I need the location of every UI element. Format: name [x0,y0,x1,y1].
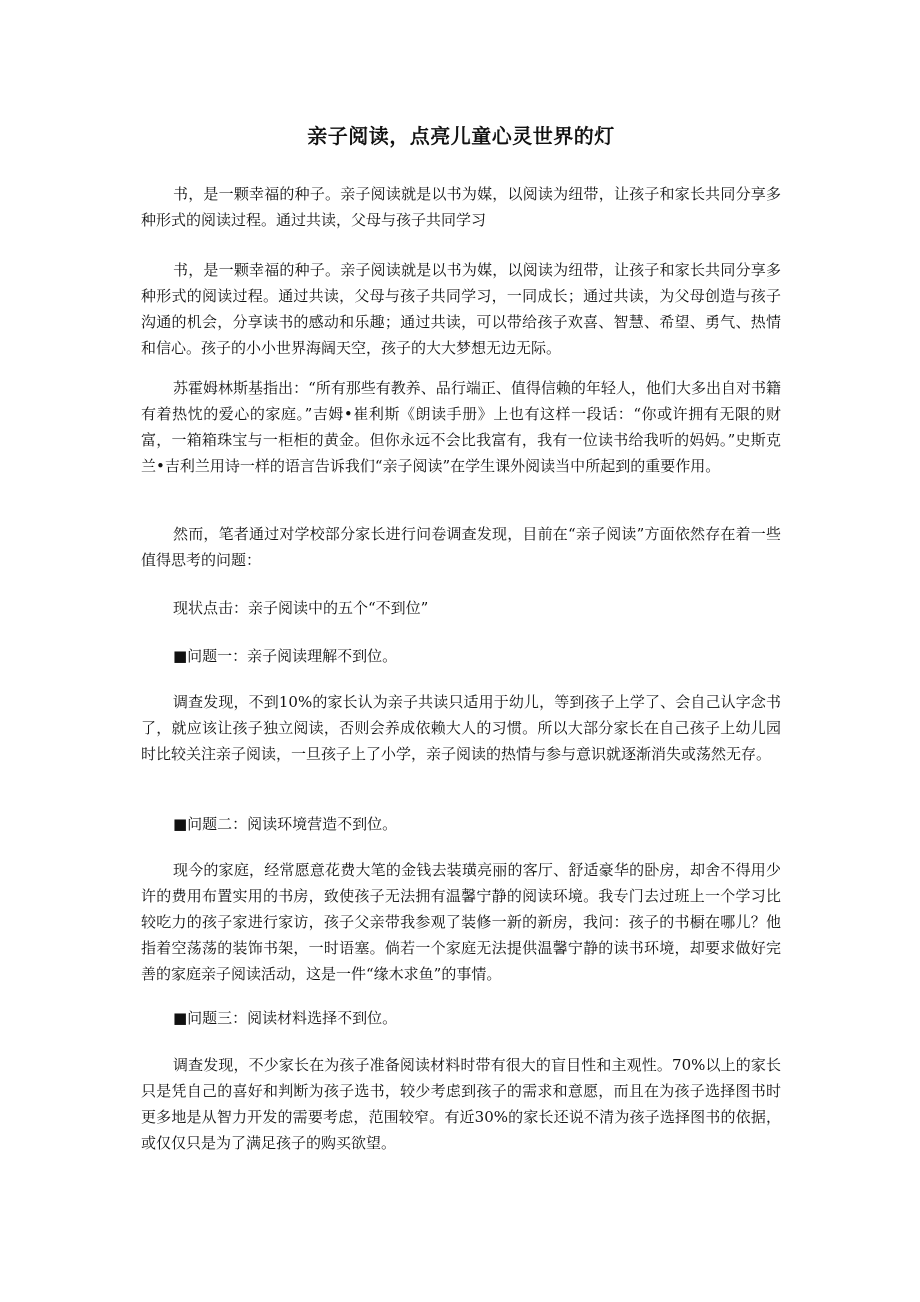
heading-problem-two: ■问题二：阅读环境营造不到位。 [173,815,398,833]
paragraph-survey: 然而，笔者通过对学校部分家长进行问卷调查发现，目前在“亲子阅读”方面依然存在着一些值得思考的问题： [141,525,781,569]
document-title: 亲子阅读，点亮儿童心灵世界的灯 [307,124,615,148]
paragraph-problem-one: 调查发现，不到10%的家长认为亲子共读只适用于幼儿，等到孩子上学了、会自己认字念书了，就应该让孩子独立阅读，否则会养成依赖大人的习惯。所以大部分家长在自己孩子上幼儿园时比较关注亲子阅读，一旦孩子上了小学，亲子阅读的热情与参与意识就逐渐消失或荡然无存。 [141,693,781,763]
heading-problem-three: ■问题三：阅读材料选择不到位。 [173,1009,398,1027]
paragraph-shared-reading: 书，是一颗幸福的种子。亲子阅读就是以书为媒，以阅读为纽带，让孩子和家长共同分享多种形式的阅读过程。通过共读，父母与孩子共同学习，一同成长；通过共读，为父母创造与孩子沟通的机会，分享读书的感动和乐趣；通过共读，可以带给孩子欢喜、智慧、希望、勇气、热情和信心。孩子的小小世界海阔天空，孩子的大大梦想无边无际。 [141,261,781,357]
heading-status: 现状点击：亲子阅读中的五个“不到位” [173,599,429,617]
heading-problem-one: ■问题一：亲子阅读理解不到位。 [173,647,398,665]
paragraph-problem-two: 现今的家庭，经常愿意花费大笔的金钱去装璜亮丽的客厅、舒适豪华的卧房，却舍不得用少许的费用布置实用的书房，致使孩子无法拥有温馨宁静的阅读环境。我专门去过班上一个学习比较吃力的孩子家进行家访，孩子父亲带我参观了装修一新的新房，我问：孩子的书橱在哪儿？他指着空荡荡的装饰书架，一时语塞。倘若一个家庭无法提供温馨宁静的读书环境，却要求做好完善的家庭亲子阅读活动，这是一件“缘木求鱼”的事情。 [141,861,781,983]
paragraph-problem-three: 调查发现，不少家长在为孩子准备阅读材料时带有很大的盲目性和主观性。70%以上的家长只是凭自己的喜好和判断为孩子选书，较少考虑到孩子的需求和意愿，而且在为孩子选择图书时更多地是从智力开发的需要考虑，范围较窄。有近30%的家长还说不清为孩子选择图书的依据，或仅仅只是为了满足孩子的购买欲望。 [141,1056,781,1152]
paragraph-intro: 书，是一颗幸福的种子。亲子阅读就是以书为媒，以阅读为纽带，让孩子和家长共同分享多种形式的阅读过程。通过共读，父母与孩子共同学习 [141,185,781,229]
paragraph-quotes: 苏霍姆林斯基指出：“所有那些有教养、品行端正、值得信赖的年轻人，他们大多出自对书籍有着热忱的爱心的家庭。”吉姆•崔利斯《朗读手册》上也有这样一段话：“你或许拥有无限的财富，一箱箱珠宝与一柜柜的黄金。但你永远不会比我富有，我有一位读书给我听的妈妈。”史斯克兰•吉利兰用诗一样的语言告诉我们“亲子阅读”在学生课外阅读当中所起到的重要作用。 [141,379,781,475]
